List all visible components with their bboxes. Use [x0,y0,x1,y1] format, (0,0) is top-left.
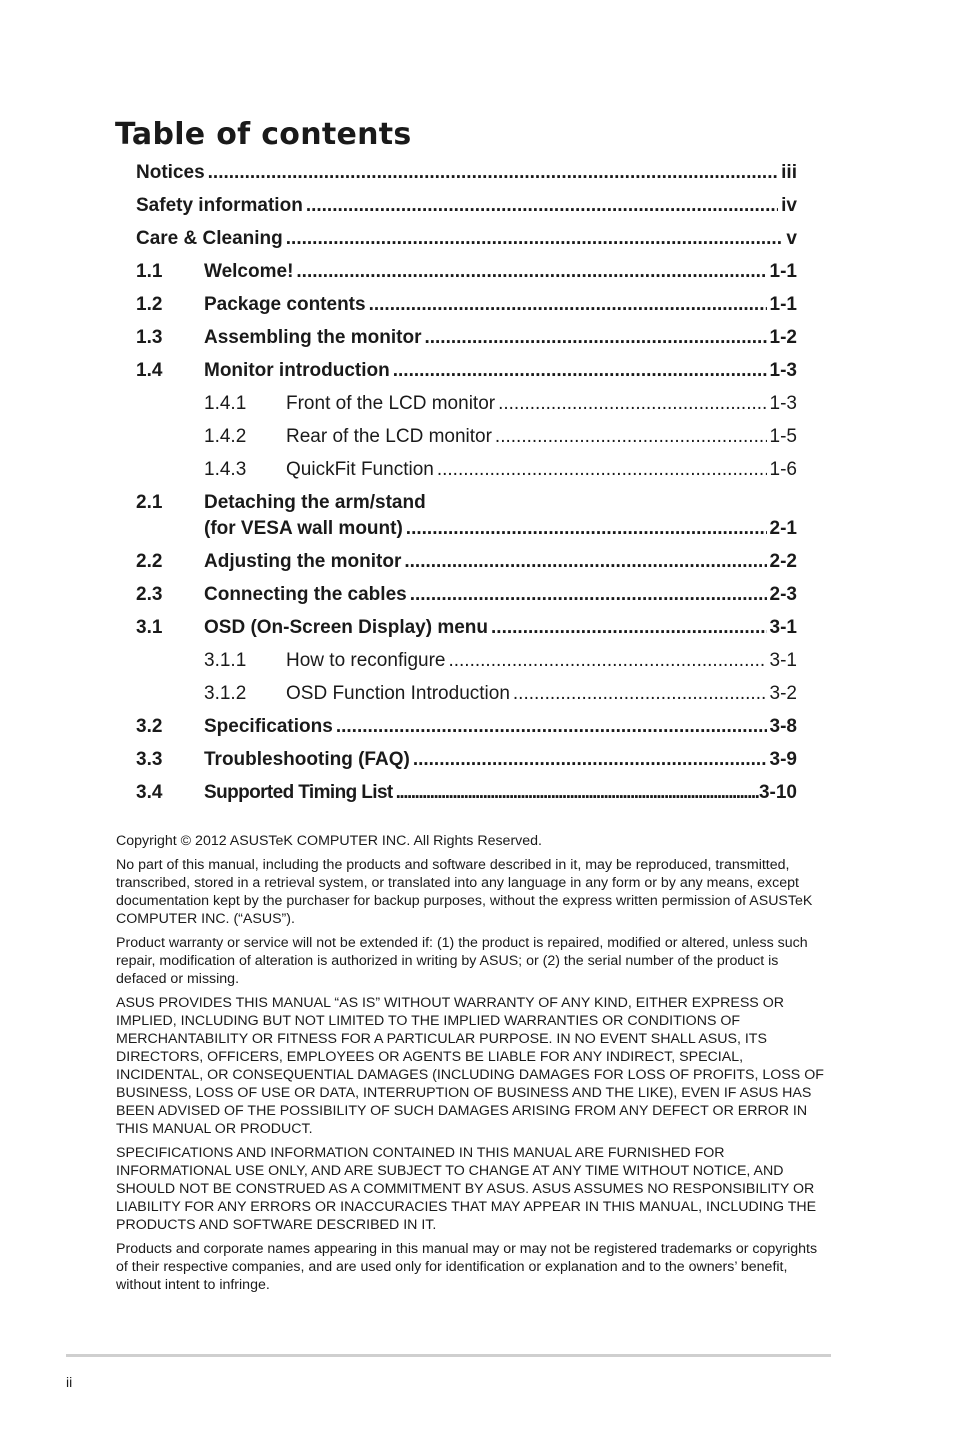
toc-entry-page: 1-3 [769,360,797,381]
toc-entry-number: 3.4 [136,782,163,803]
toc-entry-page: iii [781,162,797,183]
toc-entry-1-3[interactable] [136,321,797,354]
page-title: Table of contents [115,117,412,152]
dot-leader [336,710,767,743]
toc-entry-title: Monitor introduction [204,360,390,381]
toc-entry-number: 1.4 [136,360,163,381]
toc-entry-3-1-1[interactable] [136,644,797,677]
dot-leader [208,156,779,189]
toc-entry-number: 1.4.1 [204,393,247,414]
toc-entry-title: (for VESA wall mount) [204,518,403,539]
toc-entry-3-4[interactable] [136,776,797,809]
toc-entry-3-3[interactable] [136,743,797,776]
table-of-contents [136,156,797,809]
toc-entry-page: 1-3 [769,393,797,414]
legal-paragraph: Products and corporate names appearing in this manual may or may not be registered trademarks or copyrights of their respective companies, and are used only for identification or explanation and to the owners’ benefit, without intent to infringe. [116,1241,818,1293]
toc-entry-page: 3-1 [769,617,797,638]
toc-entry-title: Specifications [204,716,333,737]
toc-entry-1-1[interactable] [136,255,797,288]
toc-entry-1-4[interactable] [136,354,797,387]
toc-entry-2-2[interactable] [136,545,797,578]
dot-leader [404,545,766,578]
toc-entry-title: Supported Timing List [204,782,393,803]
toc-entry-page: 1-1 [769,294,797,315]
toc-entry-3-2[interactable] [136,710,797,743]
toc-entry-page: 3-10 [758,782,797,803]
toc-entry-number: 1.4.2 [204,426,247,447]
toc-entry-page: 3-1 [769,650,797,671]
toc-entry-page: 2-1 [769,518,797,539]
toc-entry-notices[interactable] [136,156,797,189]
dot-leader [369,288,767,321]
dot-leader [498,387,766,420]
dot-leader [286,222,784,255]
page-number: ii [66,1374,73,1390]
toc-entry-1-4-3[interactable] [136,453,797,486]
toc-entry-page: 1-1 [769,261,797,282]
toc-entry-1-4-2[interactable] [136,420,797,453]
legal-paragraph: SPECIFICATIONS AND INFORMATION CONTAINED IN THIS MANUAL ARE FURNISHED FOR INFORMATIONAL USE ONLY, AND ARE SUBJECT TO CHANGE AT ANY TIME WITHOUT NOTICE, AND SHOULD NOT BE CONSTRUED AS A COMMITMENT BY ASUS. ASUS ASSUMES NO RESPONSIBILITY OR LIABILITY FOR ANY ERRORS OR INACCURACIES THAT MAY APPEAR IN THIS MANUAL, INCLUDING THE PRODUCTS AND SOFTWARE DESCRIBED IN IT. [116,1145,817,1233]
dot-leader [495,420,767,453]
toc-entry-title: Care & Cleaning [136,228,283,249]
toc-entry-page: 1-2 [769,327,797,348]
toc-entry-1-2[interactable] [136,288,797,321]
dot-leader [491,611,767,644]
dot-leader [437,453,767,486]
toc-entry-number: 1.4.3 [204,459,247,480]
toc-entry-title: Welcome! [204,261,294,282]
dot-leader [413,743,767,776]
toc-entry-title: Rear of the LCD monitor [286,426,492,447]
dot-leader [393,354,767,387]
toc-entry-number: 1.3 [136,327,163,348]
toc-entry-title: How to reconfigure [286,650,446,671]
dot-leader [513,677,767,710]
dot-leader [406,512,767,545]
toc-entry-safety-information[interactable] [136,189,797,222]
toc-entry-page: 2-3 [769,584,797,605]
toc-entry-number: 3.2 [136,716,163,737]
toc-entry-page: iv [781,195,797,216]
toc-entry-title: OSD Function Introduction [286,683,510,704]
toc-entry-title-line1: Detaching the arm/stand [204,492,426,513]
toc-entry-number: 2.2 [136,551,163,572]
dot-leader [296,255,766,288]
toc-entry-title: QuickFit Function [286,459,434,480]
toc-entry-care-cleaning[interactable] [136,222,797,255]
footer-divider [66,1354,831,1357]
toc-entry-number: 2.1 [136,492,163,513]
toc-entry-3-1[interactable] [136,611,797,644]
dot-leader [306,189,778,222]
toc-entry-2-3[interactable] [136,578,797,611]
toc-entry-title: Safety information [136,195,303,216]
toc-entry-number: 3.1.2 [204,683,247,704]
toc-entry-page: 1-5 [769,426,797,447]
toc-entry-title: Notices [136,162,205,183]
toc-entry-number: 3.1 [136,617,163,638]
dot-leader [448,644,766,677]
toc-entry-page: 3-9 [769,749,797,770]
toc-entry-title: Front of the LCD monitor [286,393,496,414]
dot-leader [410,578,767,611]
toc-entry-number: 1.1 [136,261,163,282]
copyright-line: Copyright © 2012 ASUSTeK COMPUTER INC. All Rights Reserved. [116,833,542,849]
legal-notice [116,832,832,1300]
toc-entry-title: OSD (On-Screen Display) menu [204,617,489,638]
legal-paragraph: Product warranty or service will not be extended if: (1) the product is repaired, modified or altered, unless such repair, modification of alteration is authorized in writing by ASUS; or (2) the serial number of the product is defaced or missing. [116,935,808,987]
toc-entry-title: Adjusting the monitor [204,551,402,572]
toc-entry-number: 3.3 [136,749,163,770]
toc-entry-2-1[interactable] [136,486,797,545]
toc-entry-number: 2.3 [136,584,163,605]
toc-entry-title: Assembling the monitor [204,327,422,348]
dot-leader [396,776,759,809]
legal-paragraph: No part of this manual, including the products and software described in it, may be reproduced, transmitted, transcribed, stored in a retrieval system, or translated into any language in any form or by any means, except documentation kept by the purchaser for backup purposes, without the express written permission of ASUSTeK COMPUTER INC. (“ASUS”). [116,857,813,927]
dot-leader [424,321,766,354]
toc-entry-page: 1-6 [769,459,797,480]
toc-entry-page: 3-8 [769,716,797,737]
toc-entry-title: Connecting the cables [204,584,407,605]
toc-entry-page: 3-2 [769,683,797,704]
toc-entry-number: 1.2 [136,294,163,315]
legal-paragraph: ASUS PROVIDES THIS MANUAL “AS IS” WITHOUT WARRANTY OF ANY KIND, EITHER EXPRESS OR IMPLIED, INCLUDING BUT NOT LIMITED TO THE IMPLIED WARRANTIES OR CONDITIONS OF MERCHANTABILITY OR FITNESS FOR A PARTICULAR PURPOSE. IN NO EVENT SHALL ASUS, ITS DIRECTORS, OFFICERS, EMPLOYEES OR AGENTS BE LIABLE FOR ANY INDIRECT, SPECIAL, INCIDENTAL, OR CONSEQUENTIAL DAMAGES (INCLUDING DAMAGES FOR LOSS OF PROFITS, LOSS OF BUSINESS, LOSS OF USE OR DATA, INTERRUPTION OF BUSINESS AND THE LIKE), EVEN IF ASUS HAS BEEN ADVISED OF THE POSSIBILITY OF SUCH DAMAGES ARISING FROM ANY DEFECT OR ERROR IN THIS MANUAL OR PRODUCT. [116,995,824,1137]
toc-entry-title: Package contents [204,294,366,315]
toc-entry-page: v [786,228,797,249]
toc-entry-title: Troubleshooting (FAQ) [204,749,410,770]
toc-entry-1-4-1[interactable] [136,387,797,420]
toc-entry-3-1-2[interactable] [136,677,797,710]
toc-entry-page: 2-2 [769,551,797,572]
toc-entry-number: 3.1.1 [204,650,247,671]
